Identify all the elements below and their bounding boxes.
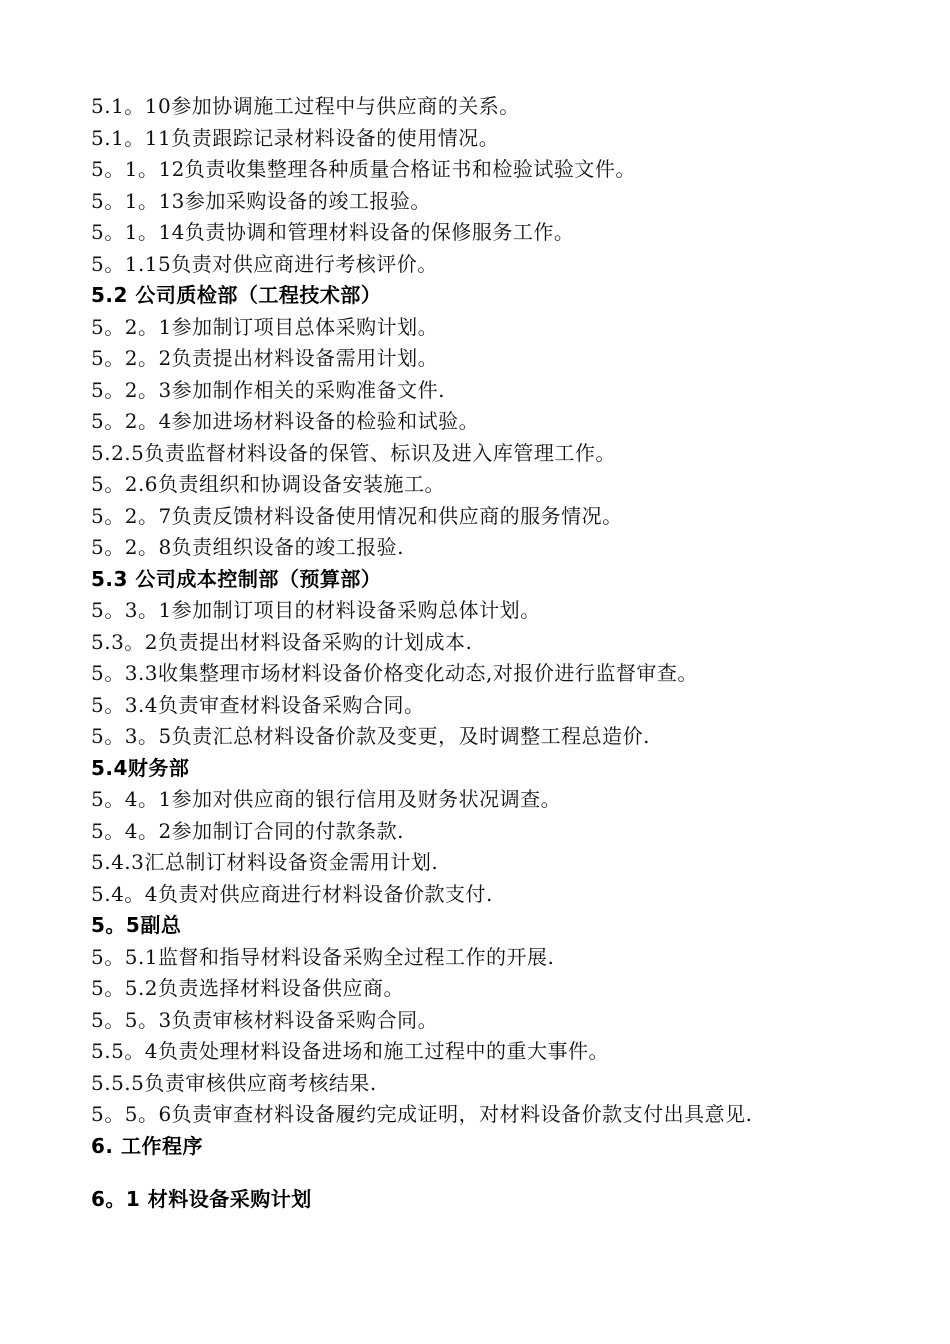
text-line: 5。3。5负责汇总材料设备价款及变更，及时调整工程总造价. bbox=[91, 724, 651, 748]
section-heading: 5。5副总 bbox=[91, 913, 182, 937]
text-line: 5。5.2负责选择材料设备供应商。 bbox=[91, 976, 405, 1000]
text-line: 5。4。2参加制订合同的付款条款. bbox=[91, 818, 405, 843]
text-line: 5。2。8负责组织设备的竣工报验. bbox=[91, 535, 405, 559]
text-line: 5.2.5负责监督材料设备的保管、标识及进入库管理工作。 bbox=[91, 440, 616, 465]
section-heading: 5.4财务部 bbox=[91, 755, 190, 780]
text-line: 5。2。2负责提出材料设备需用计划。 bbox=[91, 346, 439, 370]
text-line: 5.1。11负责跟踪记录材料设备的使用情况。 bbox=[91, 125, 500, 150]
section-heading: 5.2 公司质检部（工程技术部） bbox=[91, 283, 382, 307]
section-heading: 5.3 公司成本控制部（预算部） bbox=[91, 566, 382, 591]
text-line: 5.5。4负责处理材料设备进场和施工过程中的重大事件。 bbox=[91, 1039, 610, 1063]
text-line: 5。1.15负责对供应商进行考核评价。 bbox=[91, 251, 438, 276]
text-line: 5。1。14负责协调和管理材料设备的保修服务工作。 bbox=[91, 220, 575, 244]
text-line: 5。1。12负责收集整理各种质量合格证书和检验试验文件。 bbox=[91, 157, 636, 181]
text-line: 5。2。3参加制作相关的采购准备文件. bbox=[91, 377, 446, 402]
text-line: 5。2。4参加进场材料设备的检验和试验。 bbox=[91, 409, 480, 433]
text-line: 5。4。1参加对供应商的银行信用及财务状况调查。 bbox=[91, 787, 562, 811]
text-line: 5.1。10参加协调施工过程中与供应商的关系。 bbox=[91, 94, 520, 118]
text-line: 5.3。2负责提出材料设备采购的计划成本. bbox=[91, 629, 473, 654]
text-line: 5.4.3汇总制订材料设备资金需用计划. bbox=[91, 850, 439, 874]
text-line: 5。5。3负责审核材料设备采购合同。 bbox=[91, 1007, 439, 1032]
text-line: 5.5.5负责审核供应商考核结果. bbox=[91, 1070, 377, 1095]
text-line: 5。3.3收集整理市场材料设备价格变化动态,对报价进行监督审查。 bbox=[91, 661, 698, 685]
text-line: 5。1。13参加采购设备的竣工报验。 bbox=[91, 188, 431, 213]
section-heading: 6。1 材料设备采购计划 bbox=[91, 1187, 312, 1211]
text-line: 5。2.6负责组织和协调设备安装施工。 bbox=[91, 472, 446, 496]
text-line: 5。3.4负责审查材料设备采购合同。 bbox=[91, 692, 425, 717]
text-line: 5。5。6负责审查材料设备履约完成证明，对材料设备价款支付出具意见. bbox=[91, 1102, 753, 1126]
text-line: 5。3。1参加制订项目的材料设备采购总体计划。 bbox=[91, 598, 541, 622]
text-line: 5。2。1参加制订项目总体采购计划。 bbox=[91, 314, 439, 339]
text-line: 5。2。7负责反馈材料设备使用情况和供应商的服务情况。 bbox=[91, 503, 623, 528]
text-line: 5。5.1监督和指导材料设备采购全过程工作的开展. bbox=[91, 944, 555, 969]
document-body bbox=[91, 91, 871, 1216]
text-line: 5.4。4负责对供应商进行材料设备价款支付. bbox=[91, 881, 493, 906]
chapter-heading: 6. 工作程序 bbox=[91, 1133, 203, 1158]
